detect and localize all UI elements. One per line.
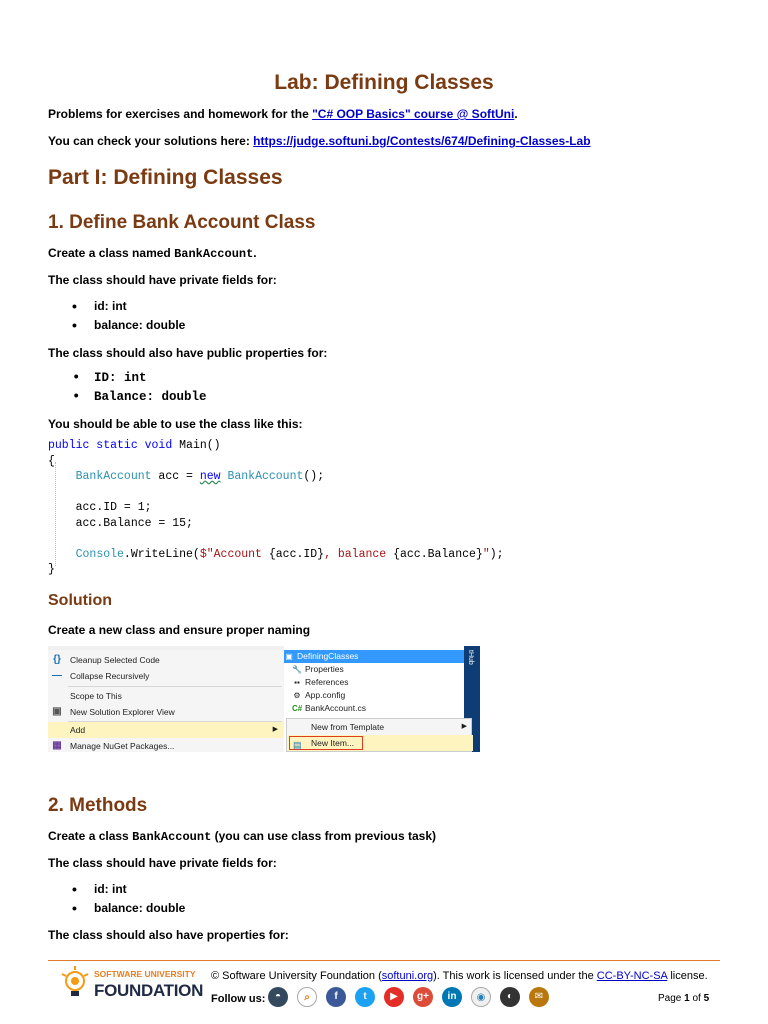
add-submenu — [286, 718, 472, 752]
github-icon[interactable]: ◐ — [500, 987, 520, 1007]
menu-item-nuget[interactable]: ▦ Manage NuGet Packages... — [52, 740, 175, 751]
menu-item-new-from-template[interactable]: New from Template ▶ — [287, 719, 473, 735]
context-menu — [48, 650, 284, 752]
tree-item-references[interactable]: ▪▪ References — [292, 676, 348, 689]
s1-use-intro: You should be able to use the class like this: — [48, 417, 303, 431]
list-item: • id: int — [72, 297, 185, 316]
menu-item-new-view[interactable]: ▣ New Solution Explorer View — [52, 706, 175, 717]
follow-us-label: Follow us: — [211, 993, 266, 1005]
submenu-arrow-icon: ▶ — [461, 723, 467, 730]
menu-item-add[interactable]: Add ▶ — [48, 722, 284, 738]
csharp-file-icon: C# — [292, 704, 303, 713]
footer-divider — [48, 960, 720, 961]
list-item: • id: int — [72, 880, 185, 899]
part-heading: Part I: Defining Classes — [48, 166, 283, 189]
new-item-icon: ▤ — [293, 740, 302, 750]
submenu-arrow-icon: ▶ — [272, 726, 278, 733]
window-icon: ▣ — [52, 706, 62, 717]
linkedin-icon[interactable]: in — [442, 987, 462, 1007]
menu-item-new-item[interactable]: ▤ New Item... — [287, 735, 473, 751]
s1-private-fields — [72, 297, 185, 335]
forum-icon[interactable]: ✉ — [529, 987, 549, 1007]
google-plus-icon[interactable]: g+ — [413, 987, 433, 1007]
judge-link[interactable]: https://judge.softuni.bg/Contests/674/Defining-Classes-Lab — [253, 134, 591, 148]
section1-heading: 1. Define Bank Account Class — [48, 212, 316, 233]
tree-item-properties[interactable]: 🔧 Properties — [292, 664, 344, 674]
page-title: Lab: Defining Classes — [274, 71, 494, 94]
s2-private-fields — [72, 880, 185, 918]
csharp-project-icon: ▣ — [285, 652, 293, 661]
s1-public-intro: The class should also have public properties for: — [48, 346, 328, 360]
side-panel-tab[interactable]: tHub — [464, 646, 480, 752]
softuni-logo: SOFTWARE UNIVERSITY FOUNDATION — [60, 965, 200, 1007]
tree-item-appconfig[interactable]: ⚙ App.config — [293, 690, 346, 700]
list-item: • balance: double — [72, 316, 185, 335]
page-number: Page 1 of 5 — [658, 993, 710, 1004]
intro-paragraph: Problems for exercises and homework for the "C# OOP Basics" course @ SoftUni. — [48, 107, 518, 121]
list-item: • balance: double — [72, 899, 185, 918]
lightbulb-icon — [60, 965, 90, 999]
softuni-link[interactable]: softuni.org — [381, 970, 434, 982]
solution-heading: Solution — [48, 592, 112, 609]
menu-item-collapse[interactable]: — Collapse Recursively — [52, 670, 150, 681]
facebook-icon[interactable]: f — [326, 987, 346, 1007]
vs-context-menu-screenshot — [48, 646, 480, 752]
menu-item-scope[interactable]: Scope to This — [70, 691, 122, 701]
menu-separator — [68, 686, 282, 687]
references-icon: ▪▪ — [294, 678, 300, 687]
tree-item-project[interactable]: ▣ DefiningClasses — [284, 650, 464, 663]
package-icon: ▦ — [52, 740, 62, 751]
list-item: • ID: int — [72, 369, 207, 388]
tree-item-bankaccount[interactable]: C# BankAccount.cs — [292, 703, 366, 713]
s1-private-intro: The class should have private fields for: — [48, 273, 277, 287]
menu-item-cleanup[interactable]: {} Cleanup Selected Code — [48, 652, 284, 668]
youtube-icon[interactable]: ▶ — [384, 987, 404, 1007]
s2-create-text: Create a class BankAccount (you can use class from previous task) — [48, 829, 437, 844]
copyright-line: © Software University Foundation (softuni.org). This work is licensed under the CC-BY-NC-SA license. — [211, 970, 708, 982]
s2-private-intro: The class should have private fields for: — [48, 856, 277, 870]
slideshare-icon[interactable]: ◉ — [471, 987, 491, 1007]
code-block: public static void Main() { BankAccount acc = new BankAccount(); acc.ID = 1; acc.Balance = 15; Console.WriteLine($"Account {acc.ID}, balance {acc.Balance}"); } — [48, 439, 504, 576]
license-link[interactable]: CC-BY-NC-SA — [596, 970, 668, 982]
s2-props-intro: The class should also have properties for: — [48, 928, 289, 942]
twitter-icon[interactable]: t — [355, 987, 375, 1007]
braces-icon: {} — [53, 654, 61, 665]
solution-text: Create a new class and ensure proper naming — [48, 623, 311, 637]
s1-public-props — [72, 369, 207, 407]
softuni-icon[interactable]: ◓ — [268, 987, 288, 1007]
s1-create-text: Create a class named BankAccount. — [48, 246, 257, 261]
list-item: • Balance: double — [72, 388, 207, 407]
config-icon: ⚙ — [293, 691, 301, 700]
wrench-icon: 🔧 — [292, 665, 302, 674]
search-icon[interactable]: ⌕ — [297, 987, 317, 1007]
collapse-icon: — — [52, 670, 62, 681]
section2-heading: 2. Methods — [48, 795, 148, 816]
course-link[interactable]: "C# OOP Basics" course @ SoftUni — [312, 107, 515, 121]
check-paragraph: You can check your solutions here: https://judge.softuni.bg/Contests/674/Defining-Classes-Lab — [48, 134, 591, 148]
